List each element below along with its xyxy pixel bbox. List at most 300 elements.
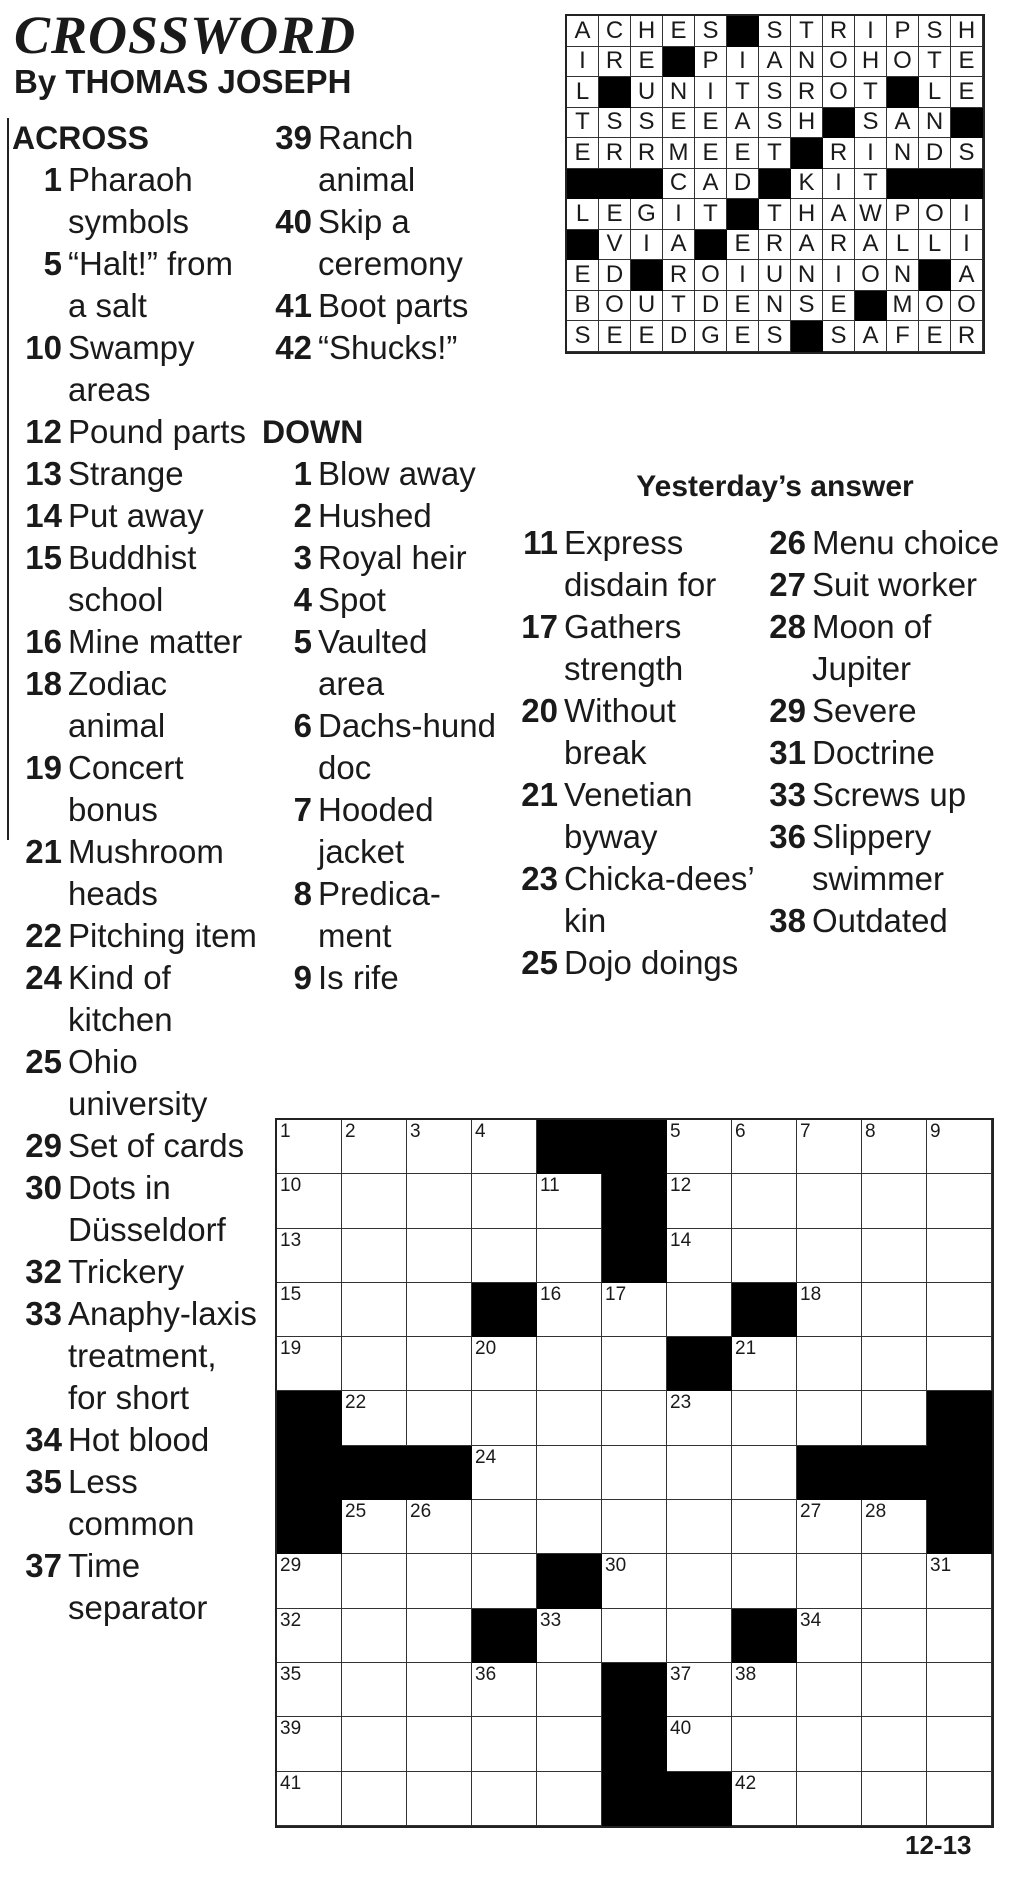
answer-black-square: [791, 138, 823, 169]
grid-cell[interactable]: [277, 1229, 342, 1283]
clue-text: Royal heir: [318, 539, 467, 576]
clue-number: 18: [25, 665, 62, 702]
grid-cell[interactable]: [732, 1337, 797, 1391]
answer-letter: N: [887, 260, 919, 291]
clue-number: 1: [43, 161, 62, 198]
grid-cell[interactable]: [667, 1120, 732, 1174]
answer-letter: T: [855, 169, 887, 200]
answer-letter: R: [823, 230, 855, 261]
clue-across-col1-15: [12, 537, 260, 621]
answer-letter: T: [791, 16, 823, 47]
grid-cell[interactable]: [342, 1717, 407, 1771]
grid-cell[interactable]: [862, 1337, 927, 1391]
down-clues-column-3: [756, 522, 1006, 942]
grid-cell[interactable]: [862, 1609, 927, 1663]
answer-letter: R: [599, 47, 631, 78]
clue-across-col2-39: [262, 117, 502, 201]
grid-cell[interactable]: [407, 1554, 472, 1608]
answer-black-square: [855, 291, 887, 322]
grid-cell[interactable]: [602, 1500, 667, 1554]
grid-cell[interactable]: [277, 1609, 342, 1663]
answer-letter: T: [759, 199, 791, 230]
answer-letter: O: [823, 47, 855, 78]
clue-down-col3-20: [508, 690, 756, 774]
cell-number: 1: [280, 1121, 291, 1142]
grid-cell[interactable]: [862, 1229, 927, 1283]
clue-across-col1-21: [12, 831, 260, 915]
grid-cell[interactable]: [732, 1663, 797, 1717]
answer-letter: E: [727, 291, 759, 322]
clue-number: 10: [25, 329, 62, 366]
grid-cell[interactable]: [537, 1500, 602, 1554]
cell-number: 19: [280, 1338, 302, 1360]
grid-cell[interactable]: [732, 1772, 797, 1826]
grid-cell[interactable]: [602, 1554, 667, 1608]
answer-letter: L: [567, 199, 599, 230]
answer-letter: T: [567, 108, 599, 139]
grid-cell[interactable]: [277, 1717, 342, 1771]
date-code: 12-13: [905, 1830, 972, 1860]
clue-number: 29: [25, 1127, 62, 1164]
clue-number: 14: [25, 497, 62, 534]
answer-letter: G: [631, 199, 663, 230]
grid-cell[interactable]: [732, 1554, 797, 1608]
grid-cell[interactable]: [927, 1609, 992, 1663]
answer-letter: N: [663, 77, 695, 108]
grid-cell[interactable]: [797, 1174, 862, 1228]
clue-number: 38: [769, 902, 806, 939]
clue-down-col4-38: [756, 900, 1006, 942]
grid-cell[interactable]: [342, 1772, 407, 1826]
grid-cell[interactable]: [667, 1609, 732, 1663]
clue-number: 13: [25, 455, 62, 492]
grid-cell[interactable]: [537, 1283, 602, 1337]
puzzle-title: CROSSWORD: [14, 5, 357, 65]
answer-letter: S: [567, 321, 599, 352]
grid-cell[interactable]: [927, 1337, 992, 1391]
grid-cell[interactable]: [797, 1663, 862, 1717]
grid-cell[interactable]: [342, 1609, 407, 1663]
black-square: [407, 1446, 472, 1500]
answer-letter: D: [919, 138, 951, 169]
grid-cell[interactable]: [797, 1609, 862, 1663]
clue-across-col1-14: [12, 495, 260, 537]
answer-letter: H: [791, 199, 823, 230]
answer-letter: P: [887, 16, 919, 47]
answer-letter: R: [951, 321, 983, 352]
grid-cell[interactable]: [472, 1663, 537, 1717]
answer-black-square: [951, 108, 983, 139]
grid-cell[interactable]: [342, 1337, 407, 1391]
grid-cell[interactable]: [732, 1174, 797, 1228]
answer-letter: N: [791, 47, 823, 78]
black-square: [602, 1229, 667, 1283]
grid-cell[interactable]: [862, 1663, 927, 1717]
grid-cell[interactable]: [472, 1391, 537, 1445]
clue-text: Is rife: [318, 959, 399, 996]
black-square: [927, 1500, 992, 1554]
grid-cell[interactable]: [537, 1446, 602, 1500]
clue-across-col2-40: [262, 201, 502, 285]
cell-number: 25: [345, 1501, 367, 1523]
answer-letter: A: [855, 230, 887, 261]
grid-cell[interactable]: [602, 1283, 667, 1337]
clue-number: 20: [521, 692, 558, 729]
grid-cell[interactable]: [667, 1391, 732, 1445]
down-heading: DOWN: [262, 414, 364, 450]
clue-number: 5: [43, 245, 62, 282]
clue-across-col1-13: [12, 453, 260, 495]
answer-letter: O: [695, 260, 727, 291]
clue-number: 15: [25, 539, 62, 576]
cell-number: 37: [670, 1663, 692, 1685]
grid-cell[interactable]: [537, 1337, 602, 1391]
clue-text: Put away: [68, 497, 204, 534]
grid-cell[interactable]: [862, 1283, 927, 1337]
grid-cell[interactable]: [342, 1391, 407, 1445]
answer-letter: U: [631, 291, 663, 322]
answer-letter: H: [791, 108, 823, 139]
answer-letter: I: [567, 47, 599, 78]
clue-text: Predica-ment: [318, 875, 441, 954]
clue-down-col4-29: [756, 690, 1006, 732]
clue-down-col4-36: [756, 816, 1006, 900]
cell-number: 12: [670, 1175, 692, 1197]
clue-down-col4-33: [756, 774, 1006, 816]
clue-text: Chicka-dees’ kin: [564, 860, 754, 939]
grid-cell[interactable]: [472, 1717, 537, 1771]
clue-down-col4-27: [756, 564, 1006, 606]
grid-cell[interactable]: [927, 1663, 992, 1717]
answer-letter: A: [887, 108, 919, 139]
grid-cell[interactable]: [407, 1174, 472, 1228]
answer-letter: A: [567, 16, 599, 47]
cell-number: 35: [280, 1663, 302, 1685]
clue-text: Anaphy-laxis treatment, for short: [68, 1295, 257, 1416]
grid-cell[interactable]: [342, 1120, 407, 1174]
clue-text: Ranch animal: [318, 119, 416, 198]
grid-cell[interactable]: [927, 1772, 992, 1826]
grid-cell[interactable]: [797, 1120, 862, 1174]
grid-cell[interactable]: [537, 1174, 602, 1228]
answer-letter: I: [631, 230, 663, 261]
clue-down-col4-31: [756, 732, 1006, 774]
grid-cell[interactable]: [797, 1717, 862, 1771]
grid-cell[interactable]: [797, 1283, 862, 1337]
answer-letter: T: [759, 138, 791, 169]
grid-cell[interactable]: [797, 1554, 862, 1608]
grid-cell[interactable]: [342, 1554, 407, 1608]
answer-letter: W: [855, 199, 887, 230]
clue-text: Mine matter: [68, 623, 243, 660]
grid-cell[interactable]: [407, 1391, 472, 1445]
grid-cell[interactable]: [407, 1500, 472, 1554]
answer-letter: C: [663, 169, 695, 200]
grid-cell[interactable]: [407, 1609, 472, 1663]
clue-across-col1-32: [12, 1251, 260, 1293]
grid-cell[interactable]: [797, 1337, 862, 1391]
cell-number: 31: [930, 1555, 952, 1577]
cell-number: 26: [410, 1501, 432, 1523]
cell-number: 39: [280, 1718, 302, 1740]
answer-letter: S: [599, 108, 631, 139]
cell-number: 29: [280, 1555, 302, 1577]
grid-cell[interactable]: [277, 1120, 342, 1174]
grid-cell[interactable]: [472, 1337, 537, 1391]
clue-number: 4: [293, 581, 312, 618]
answer-letter: O: [919, 291, 951, 322]
grid-cell[interactable]: [667, 1554, 732, 1608]
grid-cell[interactable]: [407, 1120, 472, 1174]
grid-cell[interactable]: [407, 1663, 472, 1717]
clue-number: 23: [521, 860, 558, 897]
clue-number: 36: [769, 818, 806, 855]
cell-number: 22: [345, 1392, 367, 1414]
grid-cell[interactable]: [602, 1391, 667, 1445]
grid-cell[interactable]: [342, 1500, 407, 1554]
answer-black-square: [887, 169, 919, 200]
grid-cell[interactable]: [862, 1391, 927, 1445]
answer-letter: S: [759, 321, 791, 352]
grid-cell[interactable]: [927, 1554, 992, 1608]
grid-cell[interactable]: [797, 1229, 862, 1283]
black-square: [667, 1337, 732, 1391]
answer-letter: E: [695, 108, 727, 139]
grid-cell[interactable]: [277, 1174, 342, 1228]
grid-cell[interactable]: [472, 1500, 537, 1554]
clue-text: Express disdain for: [564, 524, 717, 603]
answer-letter: E: [951, 77, 983, 108]
clue-number: 40: [275, 203, 312, 240]
clue-text: Skip a ceremony: [318, 203, 463, 282]
answer-letter: I: [727, 260, 759, 291]
answer-letter: A: [695, 169, 727, 200]
answer-letter: A: [791, 230, 823, 261]
clue-text: Mushroom heads: [68, 833, 224, 912]
answer-letter: D: [695, 291, 727, 322]
answer-letter: V: [599, 230, 631, 261]
grid-cell[interactable]: [927, 1717, 992, 1771]
answer-black-square: [663, 47, 695, 78]
clue-text: Venetian byway: [564, 776, 693, 855]
answer-letter: A: [759, 47, 791, 78]
grid-cell[interactable]: [667, 1663, 732, 1717]
grid-cell[interactable]: [537, 1391, 602, 1445]
answer-letter: A: [951, 260, 983, 291]
answer-letter: S: [951, 138, 983, 169]
answer-letter: R: [599, 138, 631, 169]
answer-letter: L: [919, 230, 951, 261]
clue-text: Dojo doings: [564, 944, 739, 981]
grid-cell[interactable]: [342, 1174, 407, 1228]
grid-cell[interactable]: [407, 1229, 472, 1283]
grid-cell[interactable]: [537, 1609, 602, 1663]
grid-cell[interactable]: [862, 1554, 927, 1608]
answer-letter: O: [855, 260, 887, 291]
clue-down-col3-23: [508, 858, 756, 942]
grid-cell[interactable]: [927, 1229, 992, 1283]
grid-cell[interactable]: [732, 1717, 797, 1771]
answer-letter: E: [663, 108, 695, 139]
answer-letter: P: [695, 47, 727, 78]
grid-cell[interactable]: [732, 1229, 797, 1283]
grid-cell[interactable]: [407, 1283, 472, 1337]
black-square: [472, 1283, 537, 1337]
answer-letter: O: [951, 291, 983, 322]
answer-letter: O: [887, 47, 919, 78]
grid-cell[interactable]: [667, 1229, 732, 1283]
cell-number: 3: [410, 1121, 421, 1142]
clue-text: Spot: [318, 581, 386, 618]
answer-letter: S: [759, 77, 791, 108]
grid-cell[interactable]: [732, 1120, 797, 1174]
clue-down-col3-25: [508, 942, 756, 984]
grid-cell[interactable]: [277, 1554, 342, 1608]
grid-cell[interactable]: [862, 1174, 927, 1228]
grid-cell[interactable]: [537, 1772, 602, 1826]
clue-text: “Shucks!”: [318, 329, 458, 366]
grid-cell[interactable]: [862, 1120, 927, 1174]
black-square: [277, 1500, 342, 1554]
cell-number: 13: [280, 1229, 302, 1251]
grid-cell[interactable]: [667, 1283, 732, 1337]
clue-down-col4-28: [756, 606, 1006, 690]
cell-number: 28: [865, 1501, 887, 1523]
black-square: [602, 1772, 667, 1826]
answer-black-square: [631, 169, 663, 200]
clue-number: 30: [25, 1169, 62, 1206]
answer-letter: O: [599, 291, 631, 322]
grid-cell[interactable]: [667, 1174, 732, 1228]
answer-letter: U: [759, 260, 791, 291]
answer-black-square: [727, 199, 759, 230]
grid-cell[interactable]: [797, 1772, 862, 1826]
answer-letter: P: [887, 199, 919, 230]
grid-cell[interactable]: [472, 1174, 537, 1228]
clue-number: 26: [769, 524, 806, 561]
clue-text: Gathers strength: [564, 608, 684, 687]
grid-cell[interactable]: [927, 1174, 992, 1228]
grid-cell[interactable]: [277, 1772, 342, 1826]
grid-cell[interactable]: [732, 1500, 797, 1554]
clue-text: Hooded jacket: [318, 791, 434, 870]
grid-cell[interactable]: [342, 1229, 407, 1283]
grid-cell[interactable]: [537, 1717, 602, 1771]
grid-cell[interactable]: [797, 1391, 862, 1445]
clue-across-col1-10: [12, 327, 260, 411]
clue-down-col3-17: [508, 606, 756, 690]
grid-cell[interactable]: [472, 1446, 537, 1500]
black-square: [277, 1446, 342, 1500]
answer-letter: I: [951, 230, 983, 261]
grid-cell[interactable]: [797, 1500, 862, 1554]
clue-across-col1-30: [12, 1167, 260, 1251]
grid-cell[interactable]: [407, 1772, 472, 1826]
grid-cell[interactable]: [472, 1772, 537, 1826]
grid-cell[interactable]: [277, 1663, 342, 1717]
clue-text: Menu choice: [812, 524, 1000, 561]
yesterday-answer-caption: Yesterday’s answer: [636, 470, 914, 503]
black-square: [927, 1391, 992, 1445]
cell-number: 23: [670, 1392, 692, 1414]
answer-black-square: [567, 169, 599, 200]
clue-across-col1-5: [12, 243, 260, 327]
grid-cell[interactable]: [862, 1772, 927, 1826]
clue-number: 31: [769, 734, 806, 771]
grid-cell[interactable]: [602, 1446, 667, 1500]
grid-cell[interactable]: [472, 1229, 537, 1283]
clue-across-col1-37: [12, 1545, 260, 1629]
grid-cell[interactable]: [342, 1283, 407, 1337]
clue-text: Outdated: [812, 902, 948, 939]
answer-letter: D: [599, 260, 631, 291]
answer-black-square: [567, 230, 599, 261]
black-square: [602, 1174, 667, 1228]
grid-cell[interactable]: [927, 1283, 992, 1337]
clue-across-col1-34: [12, 1419, 260, 1461]
clue-number: 16: [25, 623, 62, 660]
clue-number: 39: [275, 119, 312, 156]
answer-letter: R: [631, 138, 663, 169]
crossword-grid[interactable]: [275, 1118, 994, 1828]
answer-letter: L: [567, 77, 599, 108]
answer-letter: E: [631, 321, 663, 352]
clue-number: 5: [293, 623, 312, 660]
cell-number: 30: [605, 1555, 627, 1577]
grid-cell[interactable]: [732, 1446, 797, 1500]
cell-number: 36: [475, 1663, 497, 1685]
grid-cell[interactable]: [537, 1229, 602, 1283]
cell-number: 6: [735, 1121, 746, 1142]
grid-cell[interactable]: [407, 1337, 472, 1391]
grid-cell[interactable]: [667, 1446, 732, 1500]
cell-number: 34: [800, 1609, 822, 1631]
answer-letter: I: [823, 260, 855, 291]
answer-letter: H: [951, 16, 983, 47]
grid-cell[interactable]: [862, 1717, 927, 1771]
grid-cell[interactable]: [472, 1120, 537, 1174]
answer-letter: T: [663, 291, 695, 322]
grid-cell[interactable]: [732, 1391, 797, 1445]
grid-cell[interactable]: [407, 1717, 472, 1771]
answer-letter: I: [855, 138, 887, 169]
clue-number: 8: [293, 875, 312, 912]
clue-number: 37: [25, 1547, 62, 1584]
clue-text: Screws up: [812, 776, 967, 813]
grid-cell[interactable]: [927, 1120, 992, 1174]
grid-cell[interactable]: [602, 1337, 667, 1391]
grid-cell[interactable]: [472, 1554, 537, 1608]
grid-cell[interactable]: [667, 1500, 732, 1554]
across-clues-column-1: [12, 117, 260, 1629]
grid-cell[interactable]: [277, 1283, 342, 1337]
clue-text: Dots in Düsseldorf: [68, 1169, 226, 1248]
grid-cell[interactable]: [342, 1663, 407, 1717]
answer-letter: M: [887, 291, 919, 322]
grid-cell[interactable]: [667, 1717, 732, 1771]
grid-cell[interactable]: [602, 1609, 667, 1663]
grid-cell[interactable]: [277, 1337, 342, 1391]
clue-text: Less common: [68, 1463, 195, 1542]
grid-cell[interactable]: [537, 1663, 602, 1717]
grid-cell[interactable]: [862, 1500, 927, 1554]
clue-text: Slippery swimmer: [812, 818, 944, 897]
clue-across-col1-24: [12, 957, 260, 1041]
answer-letter: E: [567, 260, 599, 291]
answer-letter: T: [919, 47, 951, 78]
clue-text: Without break: [564, 692, 676, 771]
answer-letter: I: [823, 169, 855, 200]
